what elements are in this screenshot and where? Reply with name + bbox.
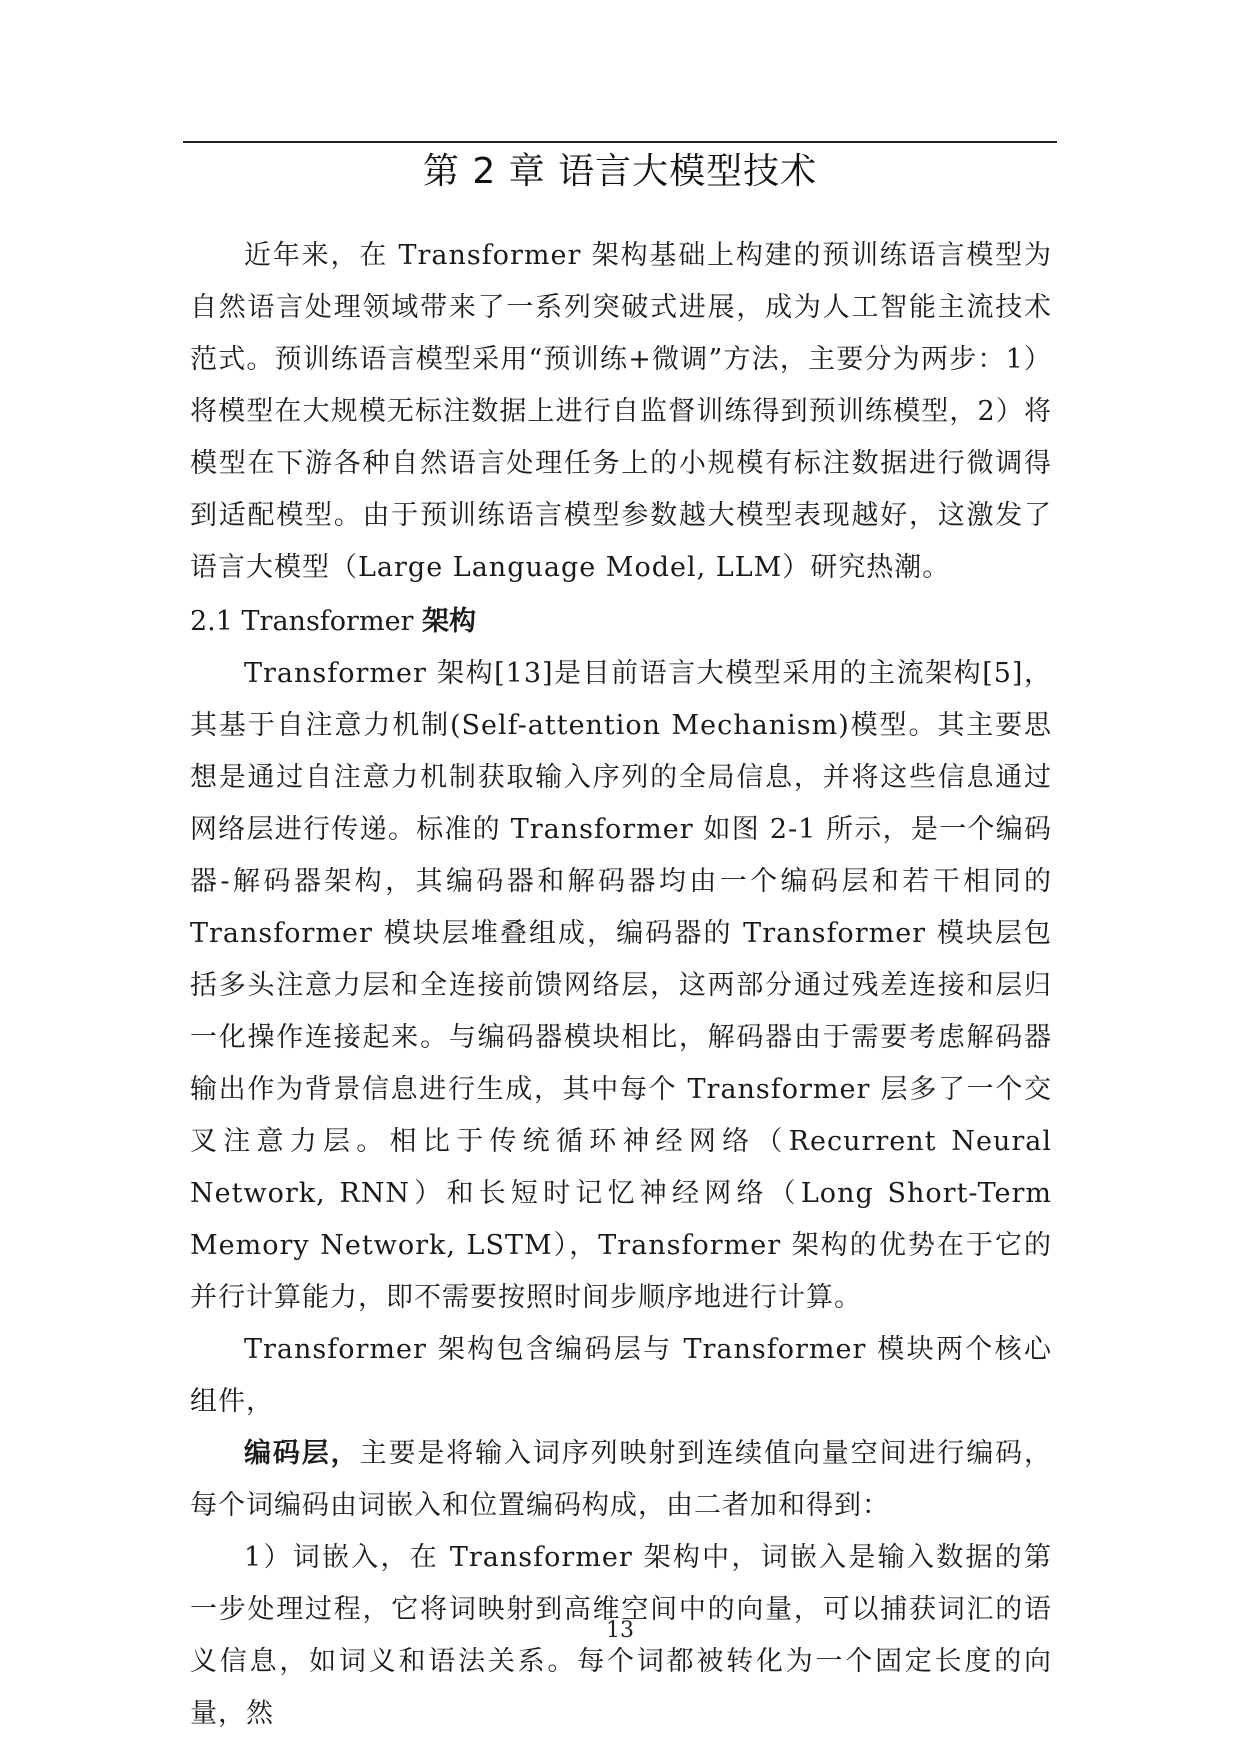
section-number: 2.1 — [190, 606, 233, 637]
section-heading — [190, 596, 1052, 648]
section-title-latin: Transformer — [241, 606, 414, 637]
chapter-title: 第 2 章 语言大模型技术 — [422, 151, 818, 192]
section-paragraph-3-text: 主要是将输入词序列映射到连续值向量空间进行编码，每个词编码由词嵌入和位置编码构成，由二者加和得到： — [190, 1438, 1053, 1521]
section-paragraph-1: Transformer 架构[13]是目前语言大模型采用的主流架构[5]，其基于自注意力机制(Self-attention Mechanism)模型。其主要思想是通过自注意力机制获取输入序列的全局信息，并将这些信息通过网络层进行传递。标准的 Transformer 如图 2-1 所示，是一个编码器-解码器架构，其编码器和解码器均由一个编码层和若干相同的 Transformer 模块层堆叠组成，编码器的 Transformer 模块层包括多头注意力层和全连接前馈网络层，这两部分通过残差连接和层归一化操作连接起来。与编码器模块相比，解码器由于需要考虑解码器输出作为背景信息进行生成，其中每个 Transformer 层多了一个交叉注意力层。相比于传统循环神经网络（Recurrent Neural Network, RNN）和长短时记忆神经网络（Long Short-Term Memory Network, LSTM），Transformer 架构的优势在于它的并行计算能力，即不需要按照时间步顺序地进行计算。 — [190, 658, 1052, 1313]
term-encoding-layer: 编码层， — [244, 1438, 360, 1469]
section-title-cn: 架构 — [422, 606, 477, 637]
header-rule — [183, 141, 1057, 143]
section-paragraph-2: Transformer 架构包含编码层与 Transformer 模块两个核心组件， — [190, 1334, 1052, 1417]
page-number: 13 — [606, 1618, 634, 1643]
page-content — [190, 230, 1052, 1740]
section-paragraph-3 — [190, 1428, 1052, 1532]
section-paragraph-4: 1）词嵌入，在 Transformer 架构中，词嵌入是输入数据的第一步处理过程，它将词映射到高维空间中的向量，可以捕获词汇的语义信息，如词义和语法关系。每个词都被转化为一个固定长度的向量，然 — [190, 1542, 1052, 1729]
intro-paragraph: 近年来，在 Transformer 架构基础上构建的预训练语言模型为自然语言处理领域带来了一系列突破式进展，成为人工智能主流技术范式。预训练语言模型采用“预训练+微调”方法，主要分为两步：1）将模型在大规模无标注数据上进行自监督训练得到预训练模型，2）将模型在下游各种自然语言处理任务上的小规模有标注数据进行微调得到适配模型。由于预训练语言模型参数越大模型表现越好，这激发了语言大模型（Large Language Model, LLM）研究热潮。 — [190, 240, 1052, 583]
